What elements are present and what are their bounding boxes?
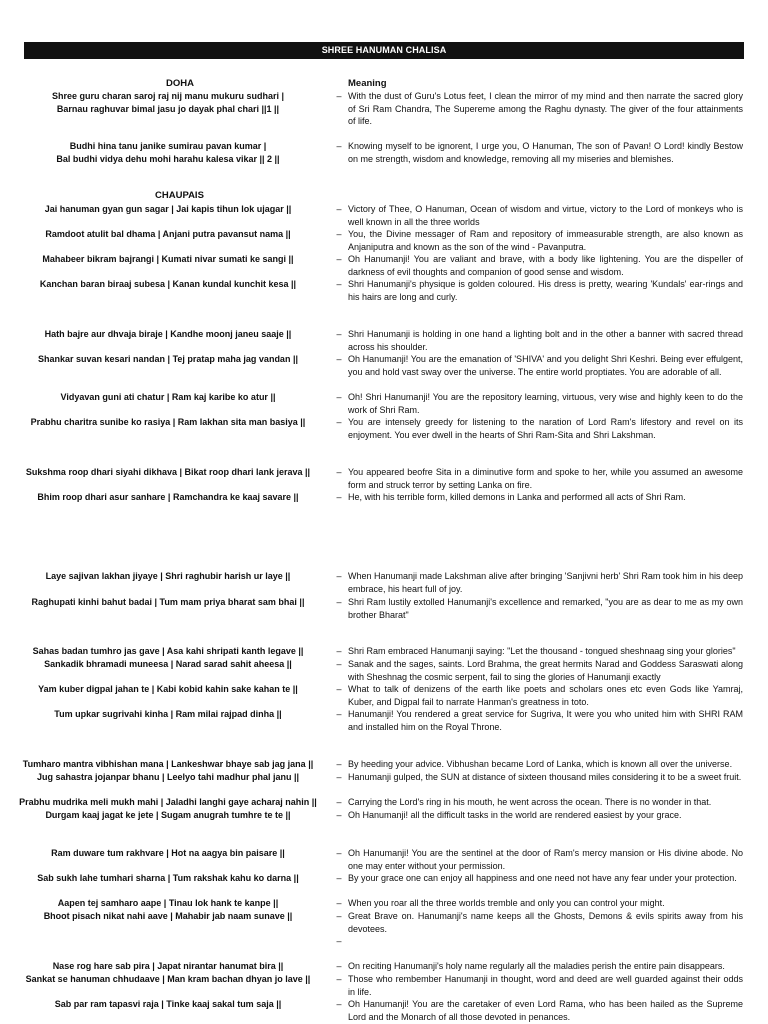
meaning-text: Victory of Thee, O Hanuman, Ocean of wisdom and virtue, victory to the Lord of monkeys who is well known in all the three worlds [348,204,743,227]
verse-text [18,391,318,404]
verse-text [18,253,318,266]
verse-text [18,466,318,479]
meaning-text: Oh! Shri Hanumanji! You are the repository learning, virtuous, very wise and highly keen to do the work of Shri Ram. [348,392,743,415]
verse-line: Sankat se hanuman chhudaave | Man kram bachan dhyan jo lave || [25,974,311,984]
verse-line: Prabhu charitra sunibe ko rasiya | Ram lakhan sita man basiya || [30,417,306,427]
dash-separator: – [336,911,342,921]
dash-separator: – [336,392,342,402]
meaning-text: Shri Hanumanji is holding in one hand a lighting bolt and in the other a banner with sacred thread across his shoulder. [348,329,743,352]
verse-text [18,416,318,429]
verse-line: Barnau raghuvar bimal jasu jo dayak phal chari ||1 || [56,103,280,114]
verse-line: Kanchan baran biraaj subesa | Kanan kundal kunchit kesa || [39,279,297,289]
verse-text [18,658,318,671]
meaning-text: Oh Hanumanji! You are the emanation of 'SHIVA' and you delight Shri Keshri. Being ever effulgent, you and hold vast sway over the universe. The entire world proptiates. You are adorable of all. [348,354,743,377]
verse-text [18,645,318,658]
meaning-text: You are intensely greedy for listening to the naration of Lord Ram's lifestory and revel on its enjoyment. You ever dwell in the hearts of Shri Ram-Sita and Shri Lakshman. [348,417,743,440]
verse-text [18,897,318,910]
meaning-text: Oh Hanumanji! You are the sentinel at the door of Ram's mercy mansion or His divine abode. No one may enter without your permission. [348,848,743,871]
verse-line: Prabhu mudrika meli mukh mahi | Jaladhi langhi gaye acharaj nahin || [19,797,317,807]
meaning-text: He, with his terrible form, killed demons in Lanka and performed all acts of Shri Ram. [348,492,686,502]
meaning-heading: Meaning [348,78,387,89]
meaning-text: Shri Ram embraced Hanumanji saying: "Let the thousand - tongued sheshnaag sing your glories" [348,646,736,656]
verse-line: Bal budhi vidya dehu mohi harahu kalesa vikar || 2 || [56,153,280,164]
dash-separator: – [336,797,342,807]
meaning-text: Shri Ram lustily extolled Hanumanji's excellence and remarked, "you are as dear to me as my own brother Bharat" [348,597,743,620]
dash-separator: – [336,229,342,239]
meaning-text: You appeared beofre Sita in a diminutive form and spoke to her, while you assumed an awesome form and struck terror by setting Lanka on fire. [348,467,743,490]
dash-separator: – [336,141,342,151]
verse-text [18,872,318,885]
dash-separator: – [336,417,342,427]
dash-separator: – [336,810,342,820]
verse-text [18,228,318,241]
dash-separator: – [336,646,342,656]
verse-line: Sab sukh lahe tumhari sharna | Tum rakshak kahu ko darna || [37,873,299,883]
verse-line: Raghupati kinhi bahut badai | Tum mam priya bharat sam bhai || [31,597,305,607]
verse-text [18,491,318,504]
verse-line: Jai hanuman gyan gun sagar | Jai kapis tihun lok ujagar || [44,204,292,214]
dash-separator: – [336,492,342,502]
verse-line: Nase rog hare sab pira | Japat nirantar hanumat bira || [52,961,284,971]
verse-text [18,809,318,822]
verse-line: Aapen tej samharo aape | Tinau lok hank te kanpe || [57,898,279,908]
verse-line: Jug sahastra jojanpar bhanu | Leelyo tahi madhur phal janu || [36,772,300,782]
verse-text [18,708,318,721]
verse-line: Vidyavan guni ati chatur | Ram kaj karibe ko atur || [60,392,276,402]
document-title: SHREE HANUMAN CHALISA [24,42,744,59]
verse-line: Tum upkar sugrivahi kinha | Ram milai rajpad dinha || [54,709,282,719]
meaning-text: When you roar all the three worlds tremble and only you can control your might. [348,898,665,908]
verse-line: Sahas badan tumhro jas gave | Asa kahi shripati kanth legave || [32,646,304,656]
dash-separator: – [336,961,342,971]
meaning-text: Oh Hanumanji! all the difficult tasks in the world are rendered easiest by your grace. [348,810,682,820]
meaning-text: Shri Hanumanji's physique is golden coloured. His dress is pretty, wearing 'Kundals' ear-rings and his hairs are long and curly. [348,279,743,302]
verse-text [18,910,318,923]
meaning-text: Sanak and the sages, saints. Lord Brahma, the great hermits Narad and Goddess Saraswati along with Sheshnag the cosmic serpent, fail to sing the glories of Hanumanji exactly [348,659,743,682]
verse-line: Durgam kaaj jagat ke jete | Sugam anugrah tumhre te te || [45,810,291,820]
meaning-text: You, the Divine messager of Ram and repository of immeasurable strength, are also known as Anjaniputra and known as the son of the wind - Pavanputra. [348,229,743,252]
meaning-text: Those who rembember Hanumanji in thought, word and deed are well guarded against their odds in life. [348,974,743,997]
dash-separator: – [336,204,342,214]
dash-separator: – [336,254,342,264]
verse-text [18,758,318,771]
verse-text [18,328,318,341]
verse-text [18,203,318,216]
verse-text [18,998,318,1011]
verse-line: Shree guru charan saroj raj nij manu mukuru sudhari | [51,91,285,101]
verse-text [18,90,318,115]
dash-separator: – [336,597,342,607]
verse-text [18,683,318,696]
meaning-text: When Hanumanji made Lakshman alive after bringing 'Sanjivni herb' Shri Ram took him in his deep embrace, his heart full of joy. [348,571,743,594]
dash-separator: – [336,772,342,782]
verse-text [18,771,318,784]
dash-separator: – [336,848,342,858]
meaning-text: Oh Hanumanji! You are the caretaker of even Lord Rama, who has been hailed as the Supreme Lord and the Monarch of all those devoted in penances. [348,999,743,1022]
verse-line: Laye sajivan lakhan jiyaye | Shri raghubir harish ur laye || [45,571,291,581]
doha-heading: DOHA [166,78,194,89]
verse-line: Mahabeer bikram bajrangi | Kumati nivar sumati ke sangi || [42,254,294,264]
verse-text [18,960,318,973]
verse-line: Budhi hina tanu janike sumirau pavan kumar | [69,141,267,151]
dash-separator: – [336,659,342,669]
dash-separator: – [336,999,342,1009]
chaupais-heading: CHAUPAIS [155,190,204,201]
meaning-text: With the dust of Guru's Lotus feet, I clean the mirror of my mind and then narrate the sacred glory of Sri Ram Chandra, The Supereme among the Raghu dynasty. The giver of the four attainments of life. [348,91,743,127]
dash-separator: – [336,329,342,339]
dash-separator: – [336,873,342,883]
verse-text [18,847,318,860]
verse-text [18,796,318,809]
dash-separator: – [336,467,342,477]
meaning-text: Knowing myself to be ignorent, I urge you, O Hanuman, The son of Pavan! O Lord! kindly Bestow on me strength, wisdom and knowledge, removing all my miseries and blemishes. [348,141,743,164]
dash-separator: – [336,684,342,694]
verse-line: Ramdoot atulit bal dhama | Anjani putra pavansut nama || [45,229,291,239]
meaning-text: Hanumanji! You rendered a great service for Sugriva, It were you who united him with SHRI RAM and installed him on the Royal Throne. [348,709,743,732]
verse-line: Sukshma roop dhari siyahi dikhava | Bikat roop dhari lank jerava || [25,467,311,477]
meaning-text: What to talk of denizens of the earth like poets and scholars ones etc even Gods like Yamraj, Kuber, and Digpal fail to narrate Hanman's greatness in toto. [348,684,743,707]
verse-line: Tumharo mantra vibhishan mana | Lankeshwar bhaye sab jag jana || [22,759,314,769]
verse-text [18,570,318,583]
verse-line: Yam kuber digpal jahan te | Kabi kobid kahin sake kahan te || [38,684,298,694]
verse-text [18,973,318,986]
verse-line: Hath bajre aur dhvaja biraje | Kandhe moonj janeu saaje || [44,329,292,339]
verse-line: Shankar suvan kesari nandan | Tej pratap maha jag vandan || [38,354,298,364]
meaning-text: By your grace one can enjoy all happiness and one need not have any fear under your protection. [348,873,737,883]
dash-separator: – [336,279,342,289]
verse-text [18,140,318,165]
verse-line: Bhoot pisach nikat nahi aave | Mahabir jab naam sunave || [43,911,293,921]
meaning-text: Great Brave on. Hanumanji's name keeps all the Ghosts, Demons & evils spirits away from his devotees. [348,911,743,934]
dash-separator: – [336,709,342,719]
verse-line: Sab par ram tapasvi raja | Tinke kaaj sakal tum saja || [54,999,282,1009]
verse-line: Bhim roop dhari asur sanhare | Ramchandra ke kaaj savare || [37,492,299,502]
dash-separator: – [336,759,342,769]
meaning-text: On reciting Hanumanji's holy name regularly all the maladies perish the entire pain disappears. [348,961,725,971]
stray-dash: – [336,936,342,946]
meaning-text: Oh Hanumanji! You are valiant and brave, with a body like lightening. You are the dispeller of darkness of evil thoughts and companion of good sense and wisdom. [348,254,743,277]
verse-text [18,278,318,291]
meaning-text: Carrying the Lord's ring in his mouth, he went across the ocean. There is no wonder in that. [348,797,712,807]
dash-separator: – [336,91,342,101]
verse-line: Sankadik bhramadi muneesa | Narad sarad sahit aheesa || [44,659,292,669]
meaning-text: Hanumanji gulped, the SUN at distance of sixteen thousand miles considering it to be a sweet fruit. [348,772,742,782]
dash-separator: – [336,898,342,908]
dash-separator: – [336,571,342,581]
dash-separator: – [336,354,342,364]
verse-text [18,596,318,609]
verse-text [18,353,318,366]
verse-line: Ram duware tum rakhvare | Hot na aagya bin paisare || [51,848,285,858]
meaning-text: By heeding your advice. Vibhushan became Lord of Lanka, which is known all over the universe. [348,759,733,769]
dash-separator: – [336,974,342,984]
